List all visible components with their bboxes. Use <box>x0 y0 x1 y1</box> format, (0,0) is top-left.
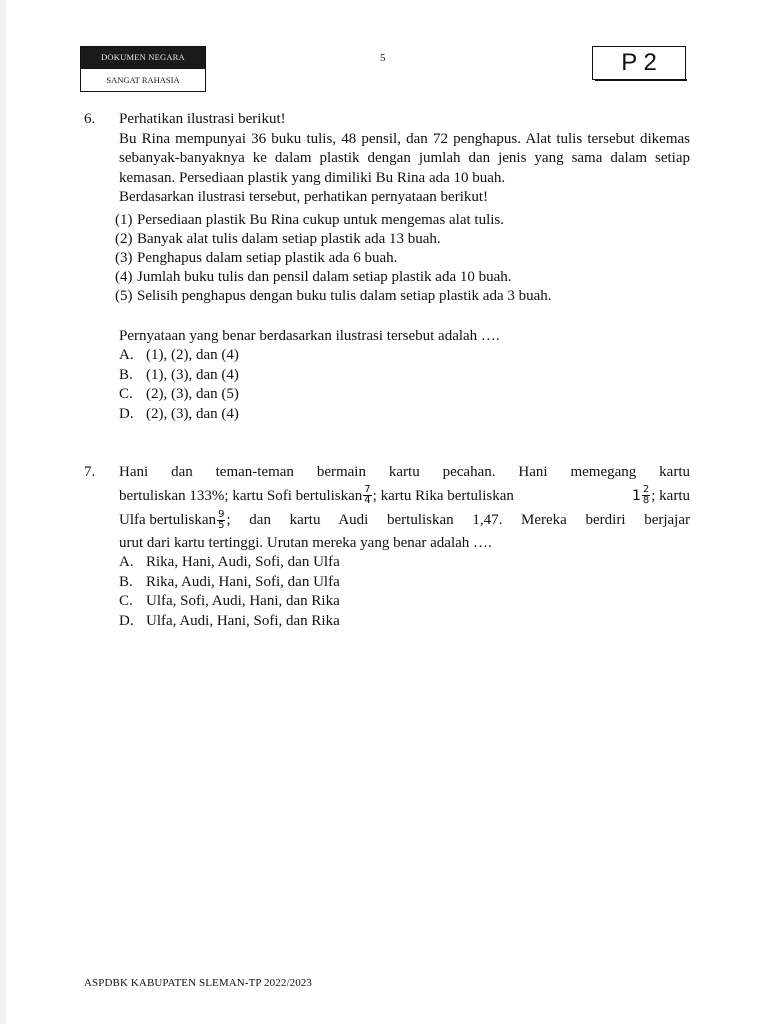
question-number: 6. <box>84 111 96 127</box>
question-number: 7. <box>84 464 96 480</box>
stamp-top-label: DOKUMEN NEGARA <box>81 47 205 68</box>
page-edge <box>0 0 6 1024</box>
question-prompt: Pernyataan yang benar berdasarkan ilustrasi tersebut adalah …. <box>119 327 500 344</box>
packet-code-underline <box>595 79 687 81</box>
answer-option[interactable]: A. Rika, Hani, Audi, Sofi, dan Ulfa <box>119 554 340 570</box>
question-line: urut dari kartu tertinggi. Urutan mereka yang benar adalah …. <box>119 534 492 551</box>
stamp-bottom-label: SANGAT RAHASIA <box>81 68 205 91</box>
packet-code-box: P 2 <box>592 46 686 80</box>
question-intro: Perhatikan ilustrasi berikut! <box>119 111 286 127</box>
answer-option[interactable]: D. (2), (3), dan (4) <box>119 405 239 422</box>
answer-options <box>119 346 690 424</box>
question-line: Ulfa bertuliskan $\frac{9}{5}$ ; dan kartu Audi bertuliskan 1,47. Mereka berdiri berjajar <box>119 508 690 531</box>
question-line: bertuliskan 133%; kartu Sofi bertuliskan $\frac{7}{4}$ ; kartu Rika bertuliskan 1 $\frac{2}{8}$ ; kartu <box>119 483 690 506</box>
question-6 <box>84 110 690 424</box>
answer-option[interactable]: D. Ulfa, Audi, Hani, Sofi, dan Rika <box>119 612 340 629</box>
answer-option[interactable]: C. Ulfa, Sofi, Audi, Hani, dan Rika <box>119 593 340 609</box>
answer-options <box>119 553 690 631</box>
answer-option[interactable]: C. (2), (3), dan (5) <box>119 386 239 402</box>
fraction-sofi: $\frac{7}{4}$ <box>364 483 371 506</box>
fraction-rika: $\frac{2}{8}$ <box>642 483 650 506</box>
page-footer: ASPDBK KABUPATEN SLEMAN-TP 2022/2023 <box>84 977 313 989</box>
statement-item: (4) Jumlah buku tulis dan pensil dalam setiap plastik ada 10 buah. <box>115 268 512 285</box>
page-number: 5 <box>380 52 386 64</box>
question-instruction: Berdasarkan ilustrasi tersebut, perhatikan pernyataan berikut! <box>119 189 489 205</box>
fraction-ulfa: $\frac{9}{5}$ <box>218 508 225 531</box>
statement-list <box>115 211 690 306</box>
answer-option[interactable]: B. Rika, Audi, Hani, Sofi, dan Ulfa <box>119 573 340 590</box>
statement-item: (2) Banyak alat tulis dalam setiap plastik ada 13 buah. <box>115 230 441 247</box>
statement-item: (1) Persediaan plastik Bu Rina cukup untuk mengemas alat tulis. <box>115 211 505 228</box>
answer-option[interactable]: A. (1), (2), dan (4) <box>119 347 239 363</box>
classification-stamp <box>80 46 206 92</box>
question-line: Hani dan teman-teman bermain kartu pecahan. Hani memegang kartu <box>119 464 690 480</box>
statement-item: (3) Penghapus dalam setiap plastik ada 6 buah. <box>115 249 398 266</box>
question-paragraph: Bu Rina mempunyai 36 buku tulis, 48 pensil, dan 72 penghapus. Alat tulis tersebut dikemas sebanyak-banyaknya ke dalam plastik dengan jumlah dan jenis yang sama dalam setiap kemasan. Persediaan plastik yang dimiliki Bu Rina ada 10 buah. <box>119 130 690 186</box>
statement-item: (5) Selisih penghapus dengan buku tulis dalam setiap plastik ada 3 buah. <box>115 287 552 304</box>
question-7 <box>84 463 690 631</box>
answer-option[interactable]: B. (1), (3), dan (4) <box>119 366 239 383</box>
